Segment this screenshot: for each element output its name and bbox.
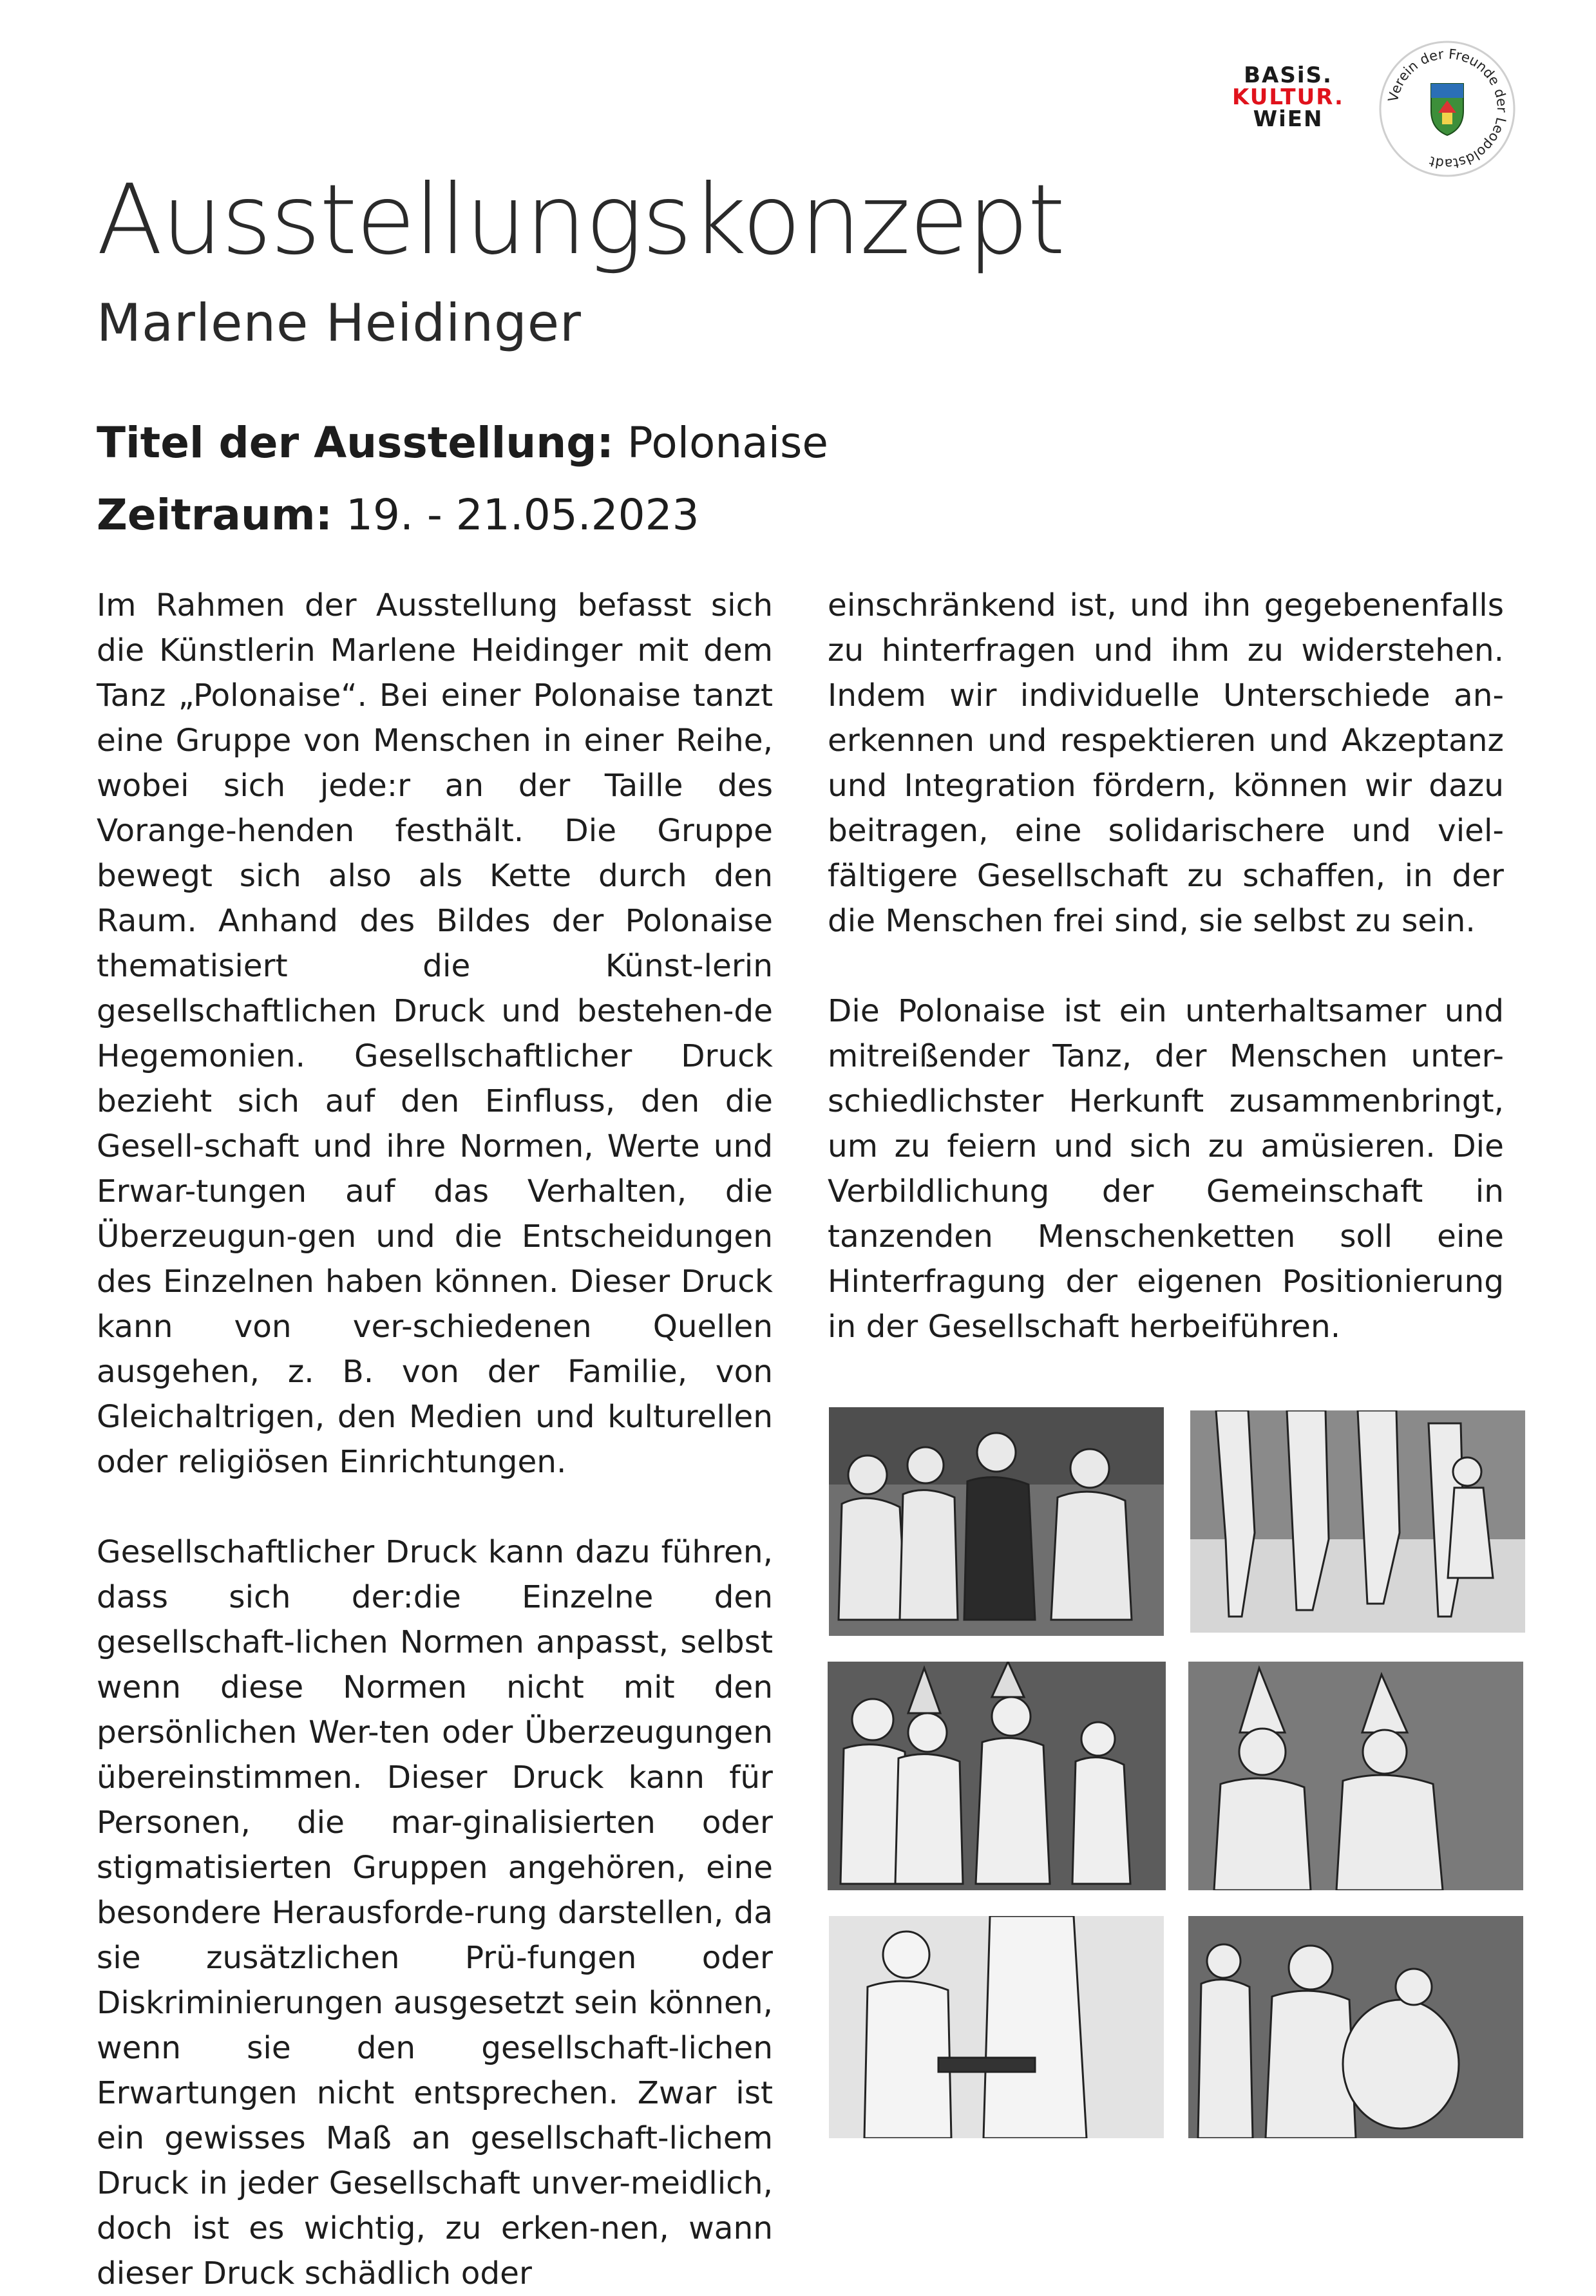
logo-line-wien: WiEN <box>1253 106 1324 132</box>
artwork-panel-1 <box>829 1407 1164 1636</box>
svg-text:Verein der Freunde der Leopold: Verein der Freunde der Leopoldstadt <box>1385 46 1510 172</box>
page-title: Ausstellungskonzept <box>97 164 1065 276</box>
paragraph: Die Polonaise ist ein unterhaltsamer und mitreißender Tanz, der Menschen unter-schiedlichster Herkunft zusammenbringt, um zu feiern und sich zu amüsieren. Die Verbildlichung der Gemeinschaft in tanzenden Menschenketten soll eine Hinterfragung der eigenen Positionierung in der Gesellschaft herbeiführen. <box>828 993 1504 1345</box>
exhibition-title-label: Titel der Ausstellung: <box>97 418 614 468</box>
basis-kultur-wien-logo <box>1227 64 1349 130</box>
logo-line-basis: BASiS. <box>1244 62 1333 88</box>
left-text-column <box>97 583 773 2296</box>
exhibition-title-value: Polonaise <box>613 418 829 468</box>
period-line <box>97 479 828 551</box>
artwork-panel-4 <box>1188 1662 1523 1890</box>
artwork-panel-2 <box>1190 1410 1525 1633</box>
right-text-column <box>828 583 1504 1349</box>
artwork-panel-6 <box>1188 1916 1523 2138</box>
exhibition-meta <box>97 407 828 551</box>
verein-leopoldstadt-logo <box>1377 39 1517 179</box>
author-name: Marlene Heidinger <box>97 293 582 353</box>
period-label: Zeitraum: <box>97 490 333 540</box>
paragraph: Im Rahmen der Ausstellung befasst sich die Künstlerin Marlene Heidinger mit dem Tanz „Polonaise“. Bei einer Polonaise tanzt eine Gruppe von Menschen in einer Reihe, wobei sich jede:r an der Taille des Vorange-henden festhält. Die Gruppe bewegt sich also als Kette durch den Raum. Anhand des Bildes der Polonaise thematisiert die Künst-lerin gesellschaftlichen Druck und bestehen-de Hegemonien. Gesellschaftlicher Druck bezieht sich auf den Einfluss, den die Gesell-schaft und ihre Normen, Werte und Erwar-tungen auf das Verhalten, die Überzeugun-gen und die Entscheidungen des Einzelnen haben können. Dieser Druck kann von ver-schiedenen Quellen ausgehen, z. B. von der Familie, von Gleichaltrigen, den Medien und kulturellen oder religiösen Einrichtungen. <box>97 587 773 1480</box>
paragraph: einschränkend ist, und ihn gegebenenfalls zu hinterfragen und ihm zu widerstehen. Indem wir individuelle Unterschiede an-erkennen und respektieren und Akzeptanz und Integration fördern, können wir dazu beitragen, eine solidarischere und viel-fältigere Gesellschaft zu schaffen, in der die Menschen frei sind, sie selbst zu sein. <box>828 587 1504 939</box>
period-value: 19. - 21.05.2023 <box>332 490 699 540</box>
artwork-panel-5 <box>829 1916 1164 2138</box>
artwork-panel-3 <box>828 1662 1166 1890</box>
paragraph: Gesellschaftlicher Druck kann dazu führen, dass sich der:die Einzelne den gesellschaft-lichen Normen anpasst, selbst wenn diese Normen nicht mit den persönlichen Wer-ten oder Überzeugungen übereinstimmen. Dieser Druck kann für Personen, die mar-ginalisierten oder stigmatisierten Gruppen angehören, eine besondere Herausforde-rung darstellen, da sie zusätzlichen Prü-fungen oder Diskriminierungen ausgesetzt sein können, wenn sie den gesellschaft-lichen Erwartungen nicht entsprechen. Zwar ist ein gewisses Maß an gesellschaft-lichem Druck in jeder Gesellschaft unver-meidlich, doch ist es wichtig, zu erken-nen, wann dieser Druck schädlich oder <box>97 1534 773 2291</box>
exhibition-title-line <box>97 407 828 479</box>
logo-line-kultur: KULTUR. <box>1232 84 1344 110</box>
